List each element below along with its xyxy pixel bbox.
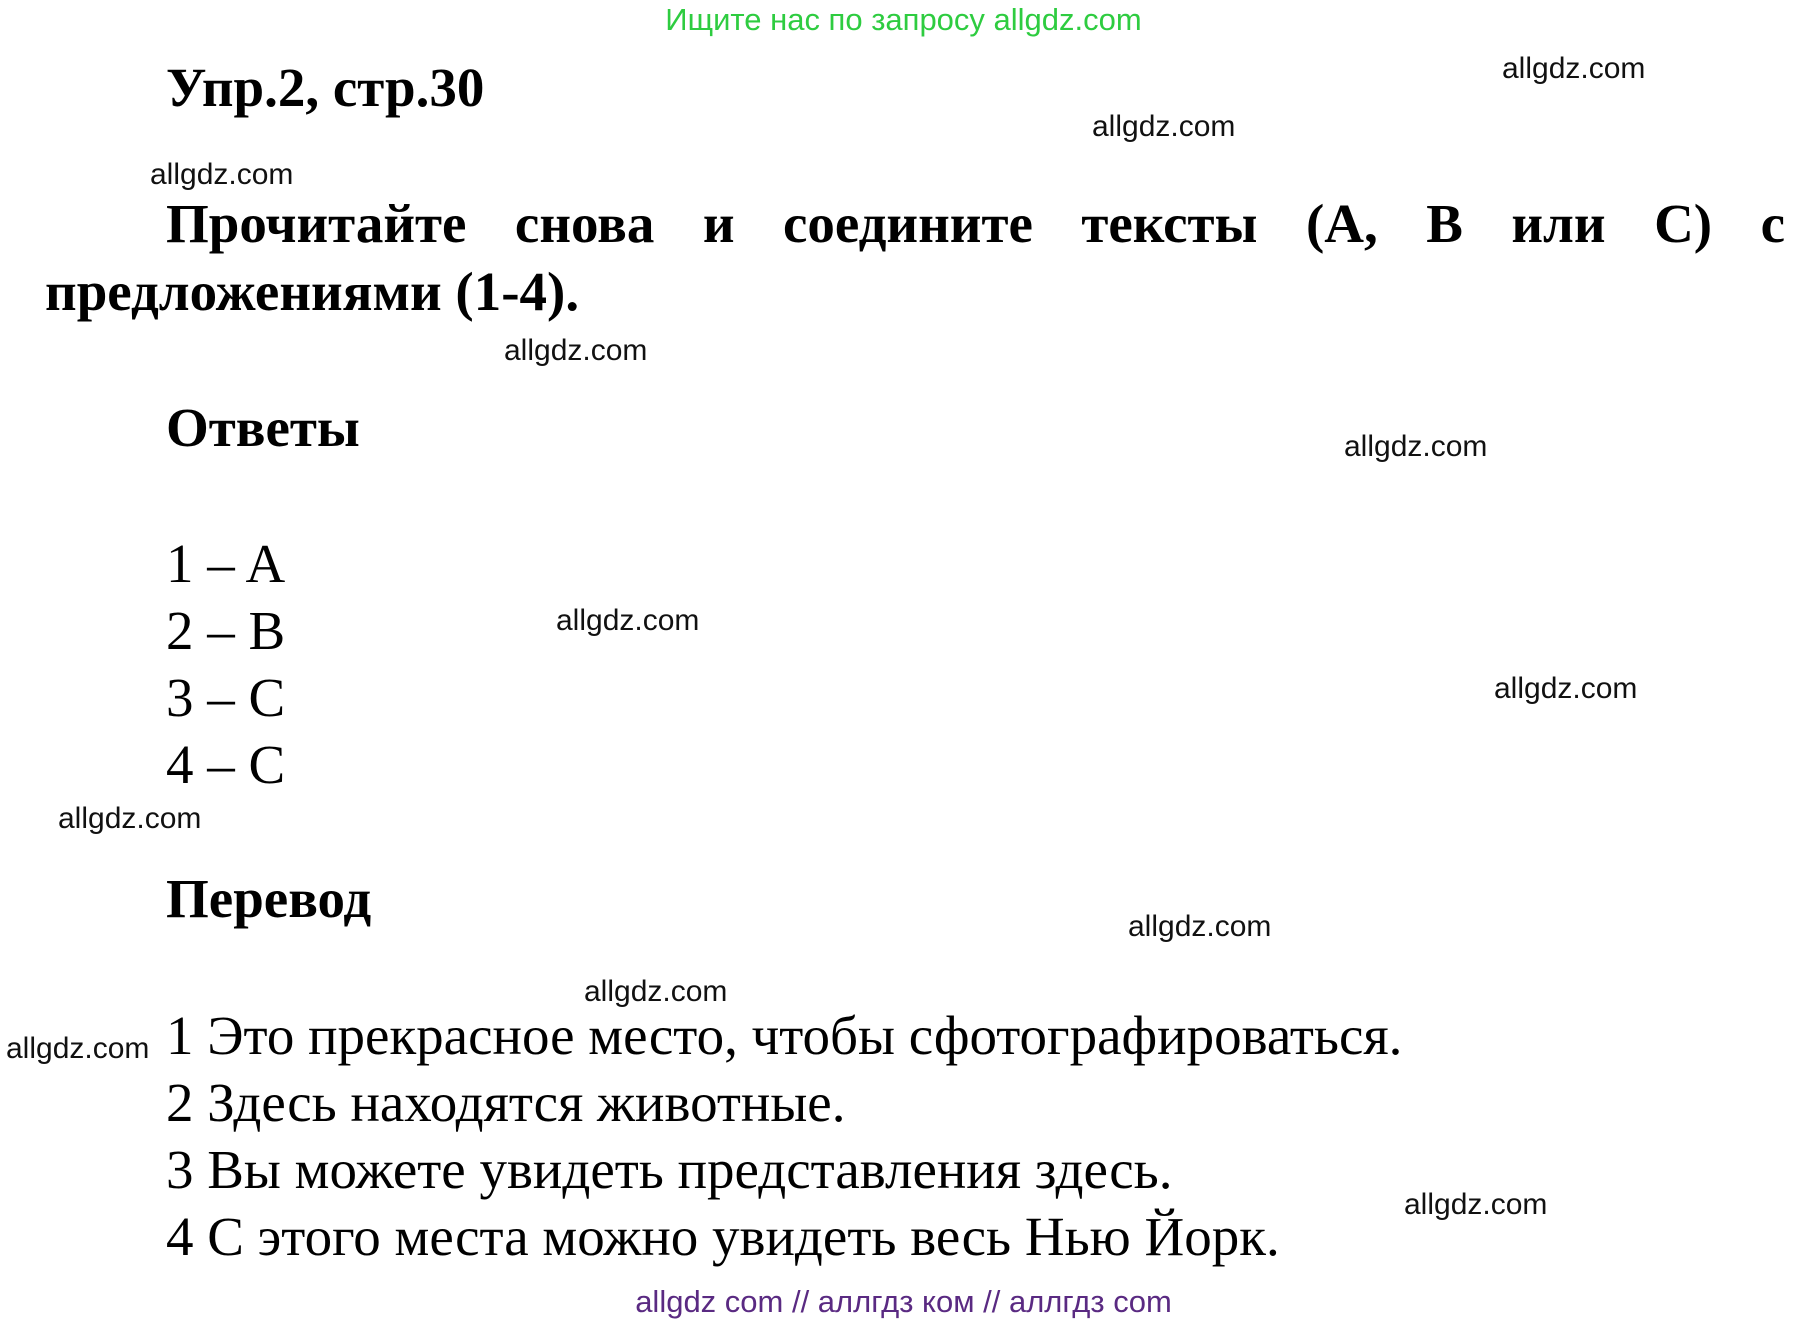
exercise-title: Упр.2, стр.30 — [166, 57, 485, 118]
watermark: allgdz.com — [584, 975, 728, 1008]
answer-item: 4 – C — [166, 734, 286, 795]
watermark: allgdz.com — [150, 158, 294, 191]
top-banner: Ищите нас по запросу allgdz.com — [665, 2, 1142, 37]
translation-list — [166, 1002, 1402, 1270]
answers-heading: Ответы — [166, 397, 360, 458]
task-line-1: Прочитайте снова и соедините тексты (A, B или C) с — [166, 193, 1785, 254]
watermark: allgdz.com — [1092, 110, 1236, 143]
watermark: allgdz.com — [504, 334, 648, 367]
translation-item: 2 Здесь находятся животные. — [166, 1072, 846, 1133]
translation-item: 4 С этого места можно увидеть весь Нью Йорк. — [166, 1206, 1280, 1267]
translation-heading: Перевод — [166, 868, 372, 929]
bottom-banner: allgdz com // аллгдз ком // аллгдз com — [635, 1284, 1172, 1319]
watermark: allgdz.com — [1128, 910, 1272, 943]
watermark: allgdz.com — [6, 1032, 150, 1065]
task-line-2: предложениями (1-4). — [45, 261, 580, 322]
watermark: allgdz.com — [58, 802, 202, 835]
watermark: allgdz.com — [1502, 52, 1646, 85]
watermark: allgdz.com — [1404, 1188, 1548, 1221]
task-text — [45, 190, 1785, 326]
answer-item: 1 – A — [166, 533, 286, 594]
answer-item: 2 – B — [166, 600, 286, 661]
translation-item: 3 Вы можете увидеть представления здесь. — [166, 1139, 1173, 1200]
watermark: allgdz.com — [1344, 430, 1488, 463]
answers-list — [166, 530, 285, 798]
watermark: allgdz.com — [556, 604, 700, 637]
watermark: allgdz.com — [1494, 672, 1638, 705]
translation-item: 1 Это прекрасное место, чтобы сфотографироваться. — [166, 1005, 1403, 1066]
answer-item: 3 – C — [166, 667, 286, 728]
